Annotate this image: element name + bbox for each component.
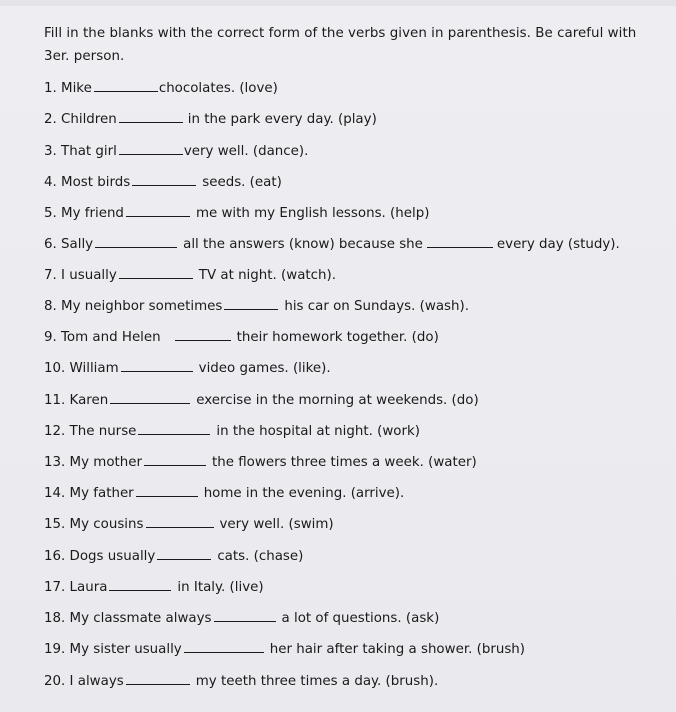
item-text-before: 4. Most birds (44, 175, 131, 190)
item-text-before: 16. Dogs usually (44, 549, 156, 564)
item-text-before: 15. My cousins (44, 517, 144, 532)
item-text-before: 9. Tom and Helen (44, 330, 161, 345)
item-text-before: 12. The nurse (44, 424, 137, 439)
item-text-after: exercise in the morning at weekends. (do) (196, 393, 479, 408)
answer-blank[interactable] (157, 547, 211, 560)
exercise-item-7 (44, 266, 336, 285)
item-text-before: 20. I always (44, 674, 124, 689)
item-text-after: his car on Sundays. (wash). (284, 299, 469, 314)
item-text-before: 7. I usually (44, 268, 117, 283)
item-text-after: very well. (swim) (219, 517, 334, 532)
exercise-item-3 (44, 142, 308, 161)
item-text-after: their homework together. (do) (236, 330, 439, 345)
exercise-item-15 (44, 515, 334, 534)
exercise-item-12 (44, 422, 420, 441)
item-text-after: TV at night. (watch). (198, 268, 336, 283)
item-text-before: 6. Sally (44, 237, 94, 252)
item-text-middle: all the answers (know) because she (183, 237, 423, 252)
item-text-after: seeds. (eat) (202, 175, 282, 190)
answer-blank[interactable] (214, 609, 276, 622)
exercise-item-16 (44, 547, 303, 566)
exercise-item-11 (44, 391, 479, 410)
item-text-before: 1. Mike (44, 81, 92, 96)
item-text-after: a lot of questions. (ask) (281, 611, 440, 626)
answer-blank[interactable] (119, 142, 183, 155)
item-text-before: 17. Laura (44, 580, 108, 595)
answer-blank[interactable] (175, 328, 231, 341)
item-text-after: every day (study). (496, 237, 620, 252)
item-text-after: the flowers three times a week. (water) (212, 455, 477, 470)
exercise-item-8 (44, 297, 469, 316)
answer-blank[interactable] (119, 266, 193, 279)
item-text-before: 13. My mother (44, 455, 143, 470)
exercise-item-4 (44, 173, 282, 192)
item-text-after: home in the evening. (arrive). (203, 486, 405, 501)
item-text-after: in the park every day. (play) (187, 112, 377, 127)
exercise-item-20 (44, 672, 438, 691)
exercise-item-17 (44, 578, 264, 597)
item-text-before: 11. Karen (44, 393, 109, 408)
item-text-before: 18. My classmate always (44, 611, 212, 626)
exercise-item-1 (44, 79, 278, 98)
answer-blank[interactable] (109, 578, 171, 591)
exercise-item-10 (44, 359, 331, 378)
item-text-before: 3. That girl (44, 144, 117, 159)
item-text-before: 14. My father (44, 486, 134, 501)
answer-blank[interactable] (94, 79, 158, 92)
item-text-after: in the hospital at night. (work) (216, 424, 420, 439)
exercise-item-2 (44, 110, 377, 129)
answer-blank-2[interactable] (427, 235, 493, 248)
answer-blank[interactable] (126, 672, 190, 685)
answer-blank[interactable] (132, 173, 196, 186)
item-text-after: her hair after taking a shower. (brush) (269, 642, 526, 657)
exercise-item-14 (44, 484, 404, 503)
answer-blank[interactable] (138, 422, 210, 435)
item-text-after: very well. (dance). (183, 144, 309, 159)
answer-blank[interactable] (110, 391, 190, 404)
exercise-item-19 (44, 640, 525, 659)
answer-blank[interactable] (146, 515, 214, 528)
answer-blank[interactable] (119, 110, 183, 123)
item-text-before: 8. My neighbor sometimes (44, 299, 223, 314)
item-text-after: chocolates. (love) (158, 81, 278, 96)
page-top-edge (0, 0, 676, 6)
item-text-before: 19. My sister usually (44, 642, 182, 657)
answer-blank[interactable] (95, 235, 177, 248)
item-text-after: me with my English lessons. (help) (195, 206, 430, 221)
item-text-before: 5. My friend (44, 206, 124, 221)
item-text-after: video games. (like). (198, 361, 331, 376)
item-text-after: my teeth three times a day. (brush). (195, 674, 439, 689)
answer-blank[interactable] (184, 640, 264, 653)
exercise-item-9 (44, 328, 439, 347)
answer-blank[interactable] (121, 359, 193, 372)
answer-blank[interactable] (144, 453, 206, 466)
exercise-item-13 (44, 453, 477, 472)
item-text-before: 2. Children (44, 112, 117, 127)
exercise-item-6 (44, 235, 620, 254)
answer-blank[interactable] (136, 484, 198, 497)
answer-blank[interactable] (224, 297, 278, 310)
item-text-after: in Italy. (live) (177, 580, 264, 595)
item-text-after: cats. (chase) (217, 549, 304, 564)
exercise-item-5 (44, 204, 429, 223)
exercise-item-18 (44, 609, 439, 628)
answer-blank[interactable] (126, 204, 190, 217)
item-text-before: 10. William (44, 361, 119, 376)
instructions-text: Fill in the blanks with the correct form of the verbs given in parenthesis. Be careful with 3er. person. (44, 26, 637, 64)
